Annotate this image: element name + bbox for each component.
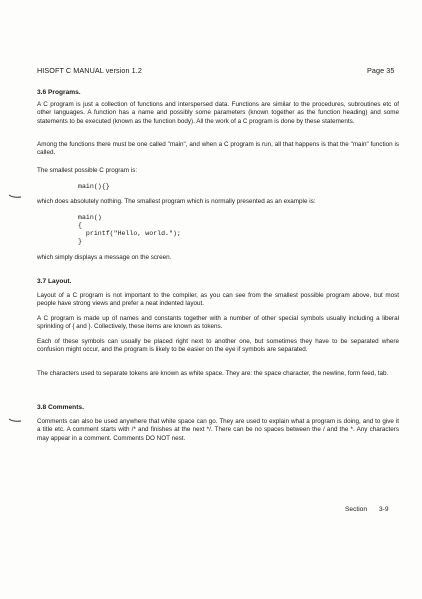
footer-section-label: Section — [345, 506, 367, 513]
margin-mark — [8, 194, 22, 199]
layout-paragraph-3: Each of these symbols can usually be placed right next to another one, but sometimes they have to be separated where confusion might occur, and the program is likely to be easier on the eye if symbols are separated. — [37, 338, 399, 354]
page-header-title: HISOFT C MANUAL version 1.2 — [37, 66, 142, 75]
layout-paragraph-4: The characters used to separate tokens are known as white space. They are: the space character, the newline, form feed, tab. — [37, 370, 389, 377]
layout-paragraph-1: Layout of a C program is not important to the compiler, as you can see from the smallest possible program above, but most people have strong views and prefer a neat indented layout. — [37, 292, 399, 308]
margin-mark — [8, 418, 22, 423]
code-hello-line-3: printf("Hello, world."); — [78, 230, 181, 237]
programs-paragraph-1: A C program is just a collection of functions and interspersed data. Functions are similar to the procedures, subroutines etc of other languages. A function has a name and possibly some parameters (known together as the function heading) and some statements to be executed (known as the function body). All the work of a C program is done by these statements. — [37, 101, 399, 125]
page-header-number: Page 35 — [367, 66, 395, 75]
code-hello-line-1: main() — [78, 214, 102, 221]
code-hello-line-2: { — [78, 222, 82, 229]
comments-paragraph-1: Comments can also be used anywhere that white space can go. They are used to explain what a program is doing, and to give it a title etc. A comment starts with /* and finishes at the next */. There can be no spaces between the / and the *. Any characters may appear in a comment. Comments DO NOT nest. — [37, 418, 399, 442]
programs-paragraph-3: The smallest possible C program is: — [37, 167, 138, 174]
programs-paragraph-4: which does absolutely nothing. The smallest program which is normally presented as an example is: — [37, 198, 316, 205]
code-hello-line-4: } — [78, 238, 82, 245]
section-heading-comments: 3.8 Comments. — [37, 404, 84, 411]
programs-paragraph-5: which simply displays a message on the screen. — [37, 254, 172, 261]
footer-page-number: 3-9 — [379, 506, 389, 513]
programs-paragraph-2: Among the functions there must be one called "main", and when a C program is run, all that happens is that the "main" function is called. — [37, 141, 399, 157]
code-smallest-program: main(){} — [78, 183, 110, 190]
layout-paragraph-2: A C program is made up of names and constants together with a number of other special symbols usually including a liberal sprinkling of { and }. Collectively, these items are known as tokens. — [37, 315, 399, 331]
section-heading-layout: 3.7 Layout. — [37, 278, 72, 285]
section-heading-programs: 3.6 Programs. — [37, 89, 81, 96]
